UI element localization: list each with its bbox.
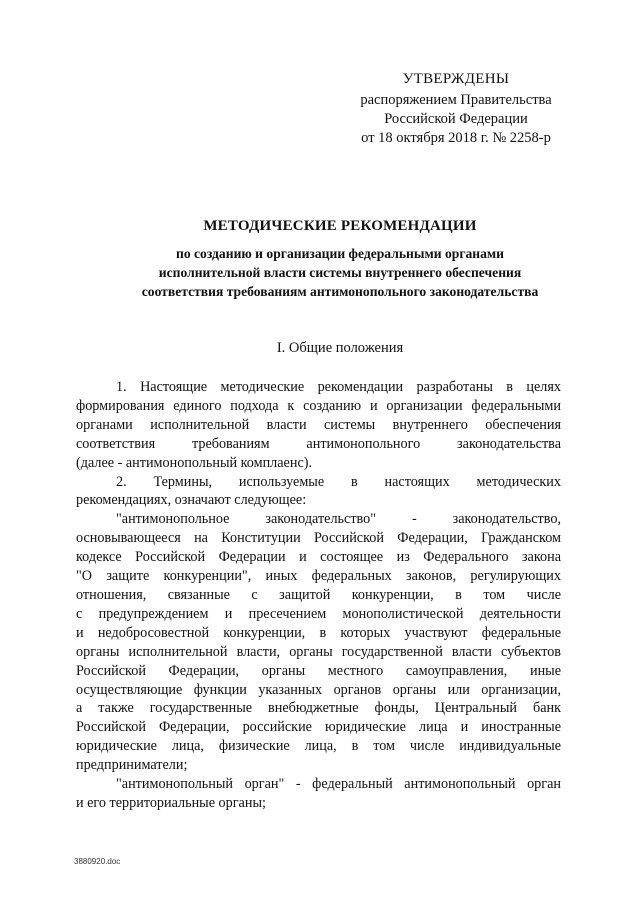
paragraph-line: соответствия требованиям антимонопольного законодательства [76, 435, 561, 452]
paragraph-line: рекомендациях, означают следующее: [76, 492, 307, 509]
paragraph-line: кодексе Российской Федерации и состоящее из Федерального закона [76, 549, 561, 566]
paragraph-line: органы исполнительной власти, органы государственной власти субъектов [76, 643, 561, 660]
paragraph-line: с предупреждением и пресечением монополистической деятельности [76, 605, 561, 622]
subtitle-line: соответствия требованиям антимонопольного законодательства [141, 284, 539, 299]
document-body [76, 378, 561, 813]
file-name-footer: 3880920.doc [74, 857, 121, 866]
paragraph-line: предприниматели; [76, 757, 188, 774]
approval-date-line: от 18 октября 2018 г. № 2258-р [361, 130, 551, 146]
paragraph-line: органами исполнительной власти системы внутреннего обеспечения [76, 416, 561, 433]
paragraph-line: 1. Настоящие методические рекомендации разработаны в целях [116, 379, 561, 395]
paragraph-line: "антимонопольное законодательство" - законодательство, [116, 511, 561, 528]
subtitle-line: исполнительной власти системы внутреннего обеспечения [158, 265, 522, 280]
approval-line: Российской Федерации [384, 111, 528, 127]
paragraph-line: отношения, связанные с защитой конкуренции, в том числе [76, 586, 561, 603]
approval-line: распоряжением Правительства [360, 92, 552, 108]
paragraph-line: 2. Термины, используемые в настоящих методических [116, 473, 561, 490]
paragraph-line: основывающееся на Конституции Российской Федерации, Гражданском [76, 530, 561, 547]
paragraph-line: а также государственные внебюджетные фонды, Центральный банк [76, 700, 561, 717]
paragraph-line: Российской Федерации, российские юридические лица и иностранные [76, 719, 561, 736]
paragraph-line: "О защите конкуренции", иных федеральных законов, регулирующих [76, 568, 561, 585]
section-heading: I. Общие положения [276, 340, 404, 356]
document-subtitle [60, 244, 620, 301]
approval-heading: УТВЕРЖДЕНЫ [402, 71, 510, 87]
document-title: МЕТОДИЧЕСКИЕ РЕКОМЕНДАЦИИ [203, 218, 477, 234]
paragraph-line: "антимонопольный орган" - федеральный антимонопольный орган [116, 776, 561, 793]
paragraph-line: Российской Федерации, органы местного самоуправления, иные [76, 662, 561, 679]
paragraph-line: осуществляющие функции указанных органов органы или организации, [76, 681, 561, 698]
paragraph-line: и недобросовестной конкуренции, в которых участвуют федеральные [76, 624, 561, 641]
paragraph-line: (далее - антимонопольный комплаенс). [76, 454, 313, 471]
subtitle-line: по созданию и организации федеральными органами [175, 246, 505, 261]
paragraph-line: формирования единого подхода к созданию и организации федеральными [76, 397, 561, 414]
paragraph-line: и его территориальные органы; [76, 794, 266, 811]
paragraph-line: юридические лица, физические лица, в том числе индивидуальные [76, 738, 561, 755]
approval-stamp [336, 70, 576, 148]
